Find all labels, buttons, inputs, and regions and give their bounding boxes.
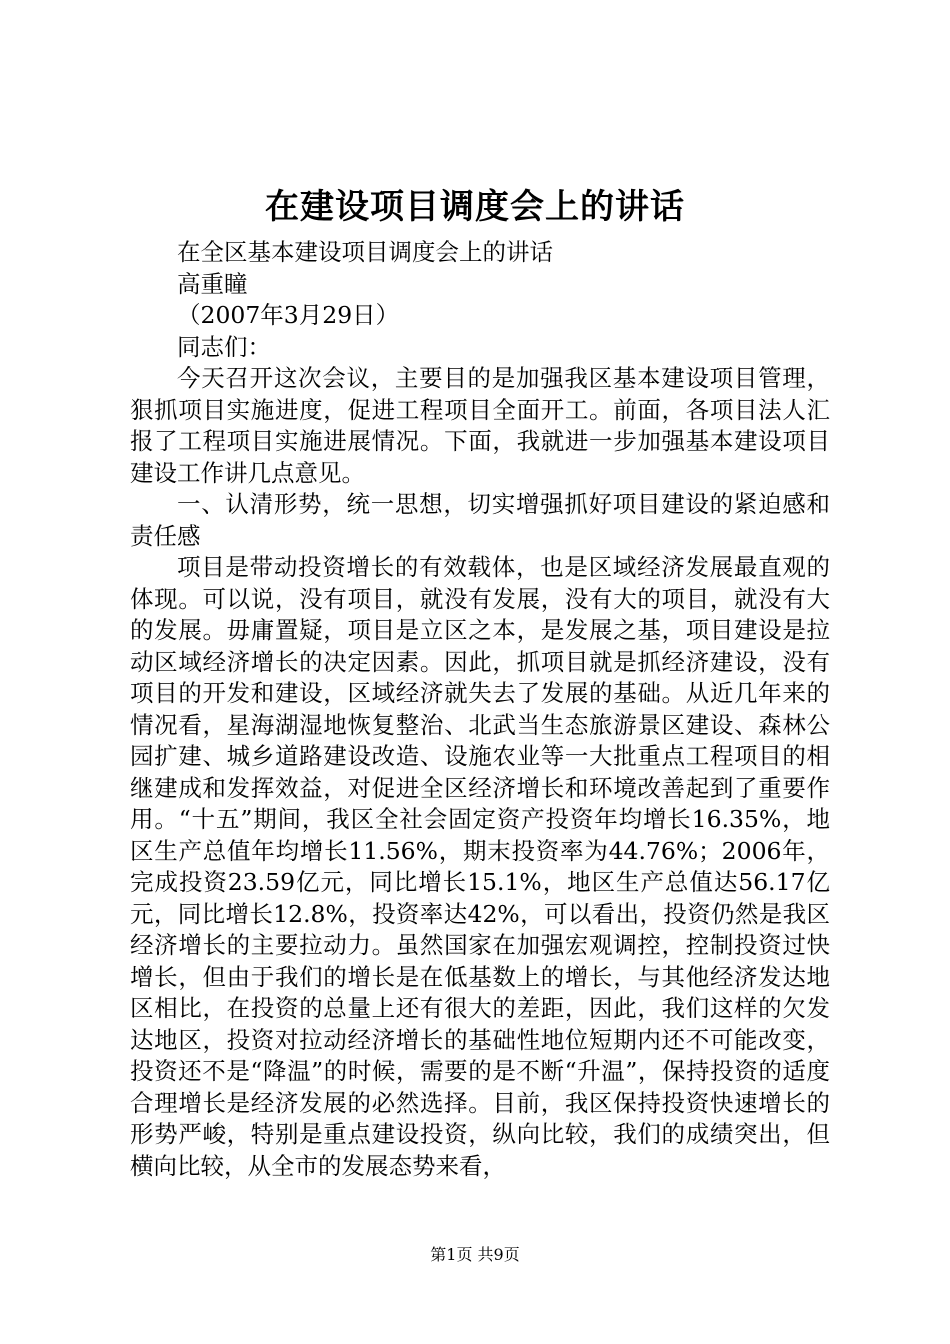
body-paragraph: 今天召开这次会议，主要目的是加强我区基本建设项目管理，狠抓项目实施进度，促进工程项目全面开工。前面，各项目法人汇报了工程项目实施进展情况。下面，我就进一步加强基本建设项目建设工作讲几点意见。 [130, 364, 830, 487]
page-footer: 第1页 共9页 [430, 1245, 520, 1264]
document-body [130, 237, 830, 1182]
body-paragraph: 项目是带动投资增长的有效载体，也是区域经济发展最直观的体现。可以说，没有项目，就没有发展，没有大的项目，就没有大的发展。毋庸置疑，项目是立区之本，是发展之基，项目建设是拉动区域经济增长的决定因素。因此，抓项目就是抓经济建设，没有项目的开发和建设，区域经济就失去了发展的基础。从近几年来的情况看，星海湖湿地恢复整治、北武当生态旅游景区建设、森林公园扩建、城乡道路建设改造、设施农业等一大批重点工程项目的相继建成和发挥效益，对促进全区经济增长和环境改善起到了重要作用。“十五”期间，我区全社会固定资产投资年均增长16.35%，地区生产总值年均增长11.56%，期末投资率为44.76%；2006年，完成投资23.59亿元，同比增长15.1%，地区生产总值达56.17亿元，同比增长12.8%，投资率达42%，可以看出，投资仍然是我区经济增长的主要拉动力。虽然国家在加强宏观调控，控制投资过快增长，但由于我们的增长是在低基数上的增长，与其他经济发达地区相比，在投资的总量上还有很大的差距，因此，我们这样的欠发达地区，投资对拉动经济增长的基础性地位短期内还不可能改变，投资还不是“降温”的时候，需要的是不断“升温”，保持投资的适度合理增长是经济发展的必然选择。目前，我区保持投资快速增长的形势严峻，特别是重点建设投资，纵向比较，我们的成绩突出，但横向比较，从全市的发展态势来看， [130, 553, 830, 1180]
document-title: 在建设项目调度会上的讲话 [265, 187, 685, 227]
speech-subtitle: 在全区基本建设项目调度会上的讲话 [177, 238, 553, 266]
salutation: 同志们： [177, 332, 271, 361]
section-heading: 一、认清形势，统一思想，切实增强抓好项目建设的紧迫感和责任感 [130, 490, 830, 550]
speaker-name: 高重瞳 [177, 269, 248, 298]
speech-date: （2007年3月29日） [177, 301, 400, 329]
